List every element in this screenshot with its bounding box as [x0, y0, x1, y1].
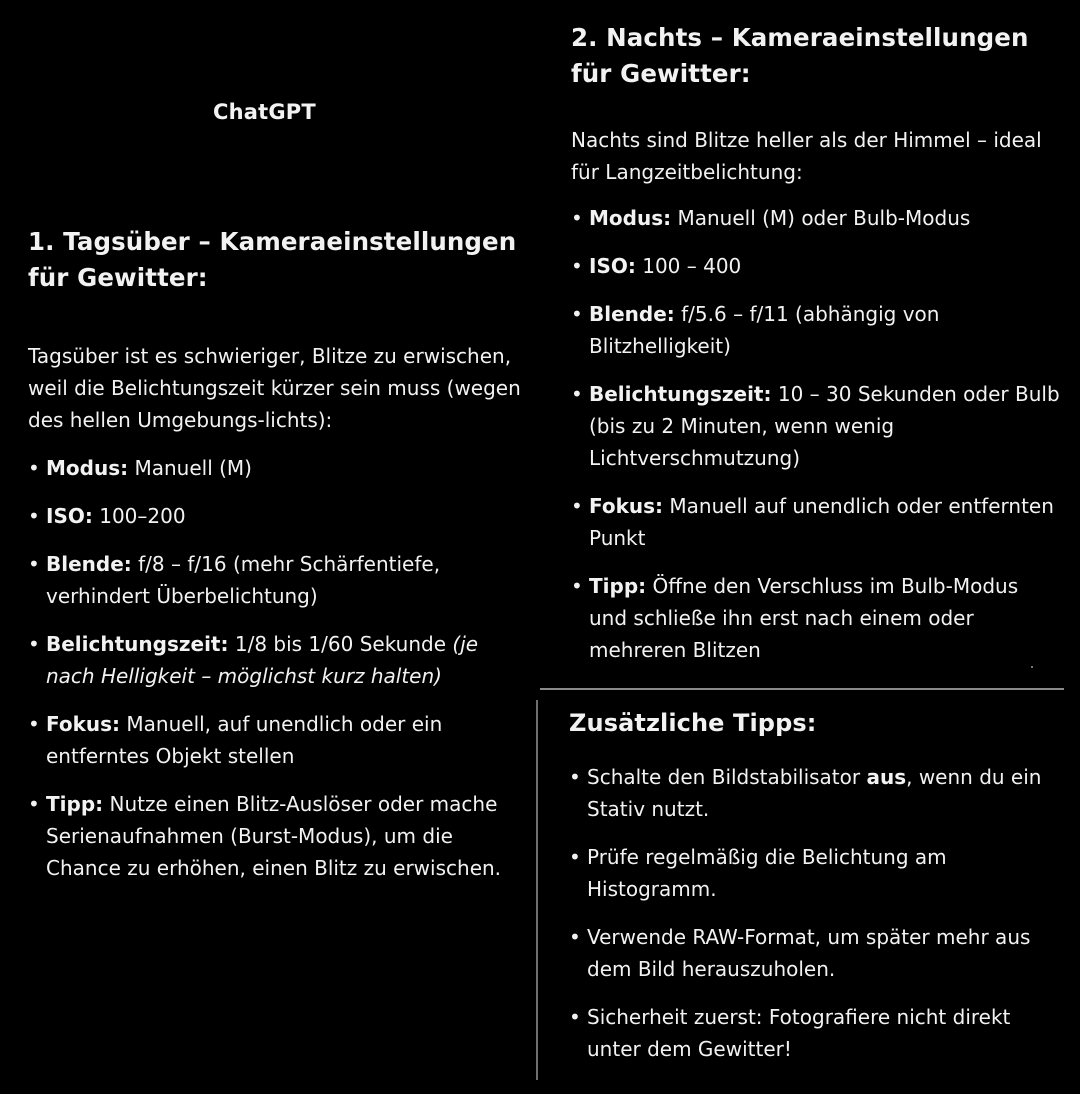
bullet-icon: •: [571, 254, 583, 278]
setting-label: Blende:: [589, 302, 675, 326]
list-item: [571, 378, 1061, 474]
list-item: [571, 298, 1061, 362]
setting-label: Blende:: [46, 552, 132, 576]
bullet-icon: •: [571, 382, 583, 406]
bullet-icon: •: [571, 494, 583, 518]
list-item: [28, 708, 528, 772]
night-intro: Nachts sind Blitze heller als der Himmel – ideal für Langzeitbelichtung:: [571, 128, 1042, 184]
dust-speck: [1031, 666, 1033, 668]
setting-value: f/5.6 – f/11 (abhängig von Blitzhelligkeit): [589, 302, 940, 358]
bullet-icon: •: [28, 712, 40, 736]
night-heading: 2. Nachts – Kameraeinstellungen für Gewitter:: [571, 23, 1029, 88]
list-item: [569, 921, 1069, 985]
bullet-icon: •: [569, 845, 581, 869]
setting-note: (je nach Helligkeit – möglichst kurz halten): [46, 632, 479, 688]
bullet-icon: •: [28, 504, 40, 528]
list-item: [28, 628, 528, 692]
setting-label: Tipp:: [589, 574, 647, 598]
bullet-icon: •: [571, 574, 583, 598]
tip-text: Sicherheit zuerst: Fotografiere nicht direkt unter dem Gewitter!: [587, 1005, 1011, 1061]
tip-emphasis: aus: [866, 765, 907, 789]
night-section: [571, 20, 1061, 682]
setting-value: 100 – 400: [635, 254, 742, 278]
tips-heading: Zusätzliche Tipps:: [569, 709, 817, 737]
setting-value: 1/8 bis 1/60 Sekunde: [228, 632, 453, 656]
setting-label: Belichtungszeit:: [589, 382, 772, 406]
setting-label: Modus:: [589, 206, 672, 230]
list-item: [569, 841, 1069, 905]
bullet-icon: •: [569, 925, 581, 949]
setting-label: ISO:: [589, 254, 636, 278]
tip-text: Prüfe regelmäßig die Belichtung am Histogramm.: [587, 845, 947, 901]
bullet-icon: •: [569, 765, 581, 789]
setting-label: Fokus:: [46, 712, 121, 736]
setting-value: Manuell auf unendlich oder entfernten Punkt: [589, 494, 1054, 550]
tips-list: [569, 761, 1069, 1065]
list-item: [28, 548, 528, 612]
setting-label: Tipp:: [46, 792, 104, 816]
night-settings-list: [571, 202, 1061, 666]
list-item: [28, 788, 528, 884]
bullet-icon: •: [569, 1005, 581, 1029]
bullet-icon: •: [28, 792, 40, 816]
list-item: [569, 761, 1069, 825]
setting-value: Nutze einen Blitz-Auslöser oder mache Serienaufnahmen (Burst-Modus), um die Chance zu erhöhen, einen Blitz zu erwischen.: [46, 792, 502, 880]
list-item: [569, 1001, 1069, 1065]
bullet-icon: •: [28, 552, 40, 576]
tip-text-end: , wenn du ein Stativ nutzt.: [587, 765, 1042, 821]
setting-label: Fokus:: [589, 494, 664, 518]
bullet-icon: •: [28, 632, 40, 656]
list-item: [571, 490, 1061, 554]
setting-value: f/8 – f/16 (mehr Schärfentiefe, verhindert Überbelichtung): [46, 552, 441, 608]
setting-label: Belichtungszeit:: [46, 632, 229, 656]
daytime-intro: Tagsüber ist es schwieriger, Blitze zu erwischen, weil die Belichtungszeit kürzer sein muss (wegen des hellen Umgebungs-lichts):: [28, 344, 521, 432]
app-title: ChatGPT: [213, 100, 316, 124]
daytime-heading: 1. Tagsüber – Kameraeinstellungen für Gewitter:: [28, 227, 517, 292]
extra-tips-section: [569, 705, 1069, 1081]
setting-value: 100–200: [92, 504, 186, 528]
tip-text: Schalte den Bildstabilisator: [587, 765, 867, 789]
setting-value: Manuell, auf unendlich oder ein entferntes Objekt stellen: [46, 712, 443, 768]
daytime-settings-list: [28, 452, 528, 884]
daytime-section: [28, 224, 528, 900]
list-item: [571, 202, 1061, 234]
bullet-icon: •: [28, 456, 40, 480]
list-item: [28, 452, 528, 484]
setting-label: Modus:: [46, 456, 129, 480]
setting-value: Öffne den Verschluss im Bulb-Modus und schließe ihn erst nach einem oder mehreren Blitzen: [589, 574, 1019, 662]
bullet-icon: •: [571, 302, 583, 326]
horizontal-divider: [540, 688, 1064, 690]
vertical-divider: [536, 700, 538, 1080]
setting-value: Manuell (M): [128, 456, 252, 480]
tip-text: Verwende RAW-Format, um später mehr aus dem Bild herauszuholen.: [587, 925, 1031, 981]
list-item: [571, 250, 1061, 282]
list-item: [571, 570, 1061, 666]
setting-value: Manuell (M) oder Bulb-Modus: [671, 206, 971, 230]
setting-value: 10 – 30 Sekunden oder Bulb (bis zu 2 Minuten, wenn wenig Lichtverschmutzung): [589, 382, 1060, 470]
list-item: [28, 500, 528, 532]
setting-label: ISO:: [46, 504, 93, 528]
bullet-icon: •: [571, 206, 583, 230]
